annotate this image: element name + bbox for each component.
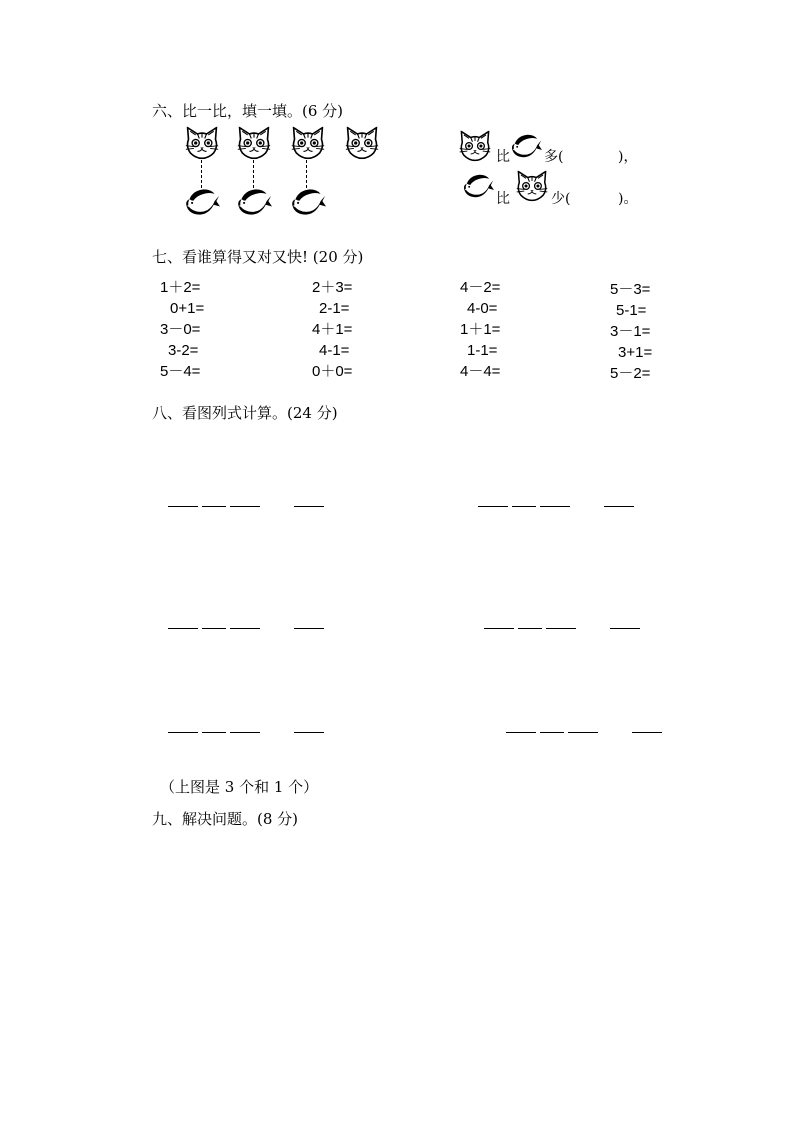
section-7-title: 七、看谁算得又对又快! (20 分) [152,248,364,266]
equation-item: 5－3= [610,281,651,298]
equation-item: 4-1= [319,342,350,359]
equation-item: 5-1= [616,302,647,319]
cat-face-icon [236,126,272,160]
equation-item: 4＋1= [312,321,353,338]
answer-blank[interactable] [202,506,226,507]
fish-icon [236,186,272,218]
equation-item: 0＋0= [312,363,353,380]
answer-blank[interactable] [294,506,324,507]
compare-tail: )， [618,149,638,165]
match-line [253,160,254,188]
answer-blank[interactable] [202,628,226,629]
cat-face-icon [184,126,220,160]
answer-blank[interactable] [230,506,260,507]
section-6-title: 六、比一比，填一填。(6 分) [152,102,344,120]
equation-item: 1＋2= [160,279,201,296]
answer-blank[interactable] [478,506,508,507]
equation-item: 3-2= [168,342,199,359]
equation-item: 2-1= [319,300,350,317]
equation-item: 0+1= [170,300,205,317]
fish-icon [462,172,494,200]
answer-blank-less[interactable] [580,192,616,208]
equation-item: 5－2= [610,365,651,382]
answer-blank[interactable] [168,628,198,629]
answer-blank[interactable] [540,732,564,733]
equation-item: 4－2= [460,279,501,296]
equation-item: 5－4= [160,363,201,380]
answer-blank[interactable] [610,628,640,629]
equation-item: 3+1= [618,344,653,361]
answer-blank-more[interactable] [574,150,616,166]
answer-blank[interactable] [168,506,198,507]
less-label: 少( [551,191,571,207]
section-8-note: （上图是 3 个和 1 个） [160,778,319,796]
section-8-title: 八、看图列式计算。(24 分) [152,404,338,422]
answer-blank[interactable] [230,732,260,733]
match-line [201,160,202,188]
equation-item: 1-1= [467,342,498,359]
equation-item: 4－4= [460,363,501,380]
answer-blank[interactable] [518,628,542,629]
cat-face-icon [458,130,492,162]
answer-blank[interactable] [546,628,576,629]
equation-item: 4-0= [467,300,498,317]
equation-item: 2＋3= [312,279,353,296]
answer-blank[interactable] [168,732,198,733]
cat-face-icon [290,126,326,160]
answer-blank[interactable] [568,732,598,733]
answer-blank[interactable] [506,732,536,733]
more-label: 多( [544,149,564,165]
answer-blank[interactable] [202,732,226,733]
compare-tail: )。 [618,191,638,207]
answer-blank[interactable] [484,628,514,629]
fish-icon [510,132,542,160]
compare-word: 比 [496,149,510,165]
answer-blank[interactable] [230,628,260,629]
answer-blank[interactable] [632,732,662,733]
match-line [306,160,307,188]
answer-blank[interactable] [604,506,634,507]
fish-icon [290,186,326,218]
answer-blank[interactable] [294,732,324,733]
equation-item: 3－1= [610,323,651,340]
equation-item: 3－0= [160,321,201,338]
answer-blank[interactable] [294,628,324,629]
cat-face-icon [344,126,380,160]
fish-icon [184,186,220,218]
equation-item: 1＋1= [460,321,501,338]
compare-word: 比 [496,191,510,207]
answer-blank[interactable] [512,506,536,507]
answer-blank[interactable] [540,506,570,507]
section-9-title: 九、解决问题。(8 分) [152,810,299,828]
cat-face-icon [515,170,549,202]
